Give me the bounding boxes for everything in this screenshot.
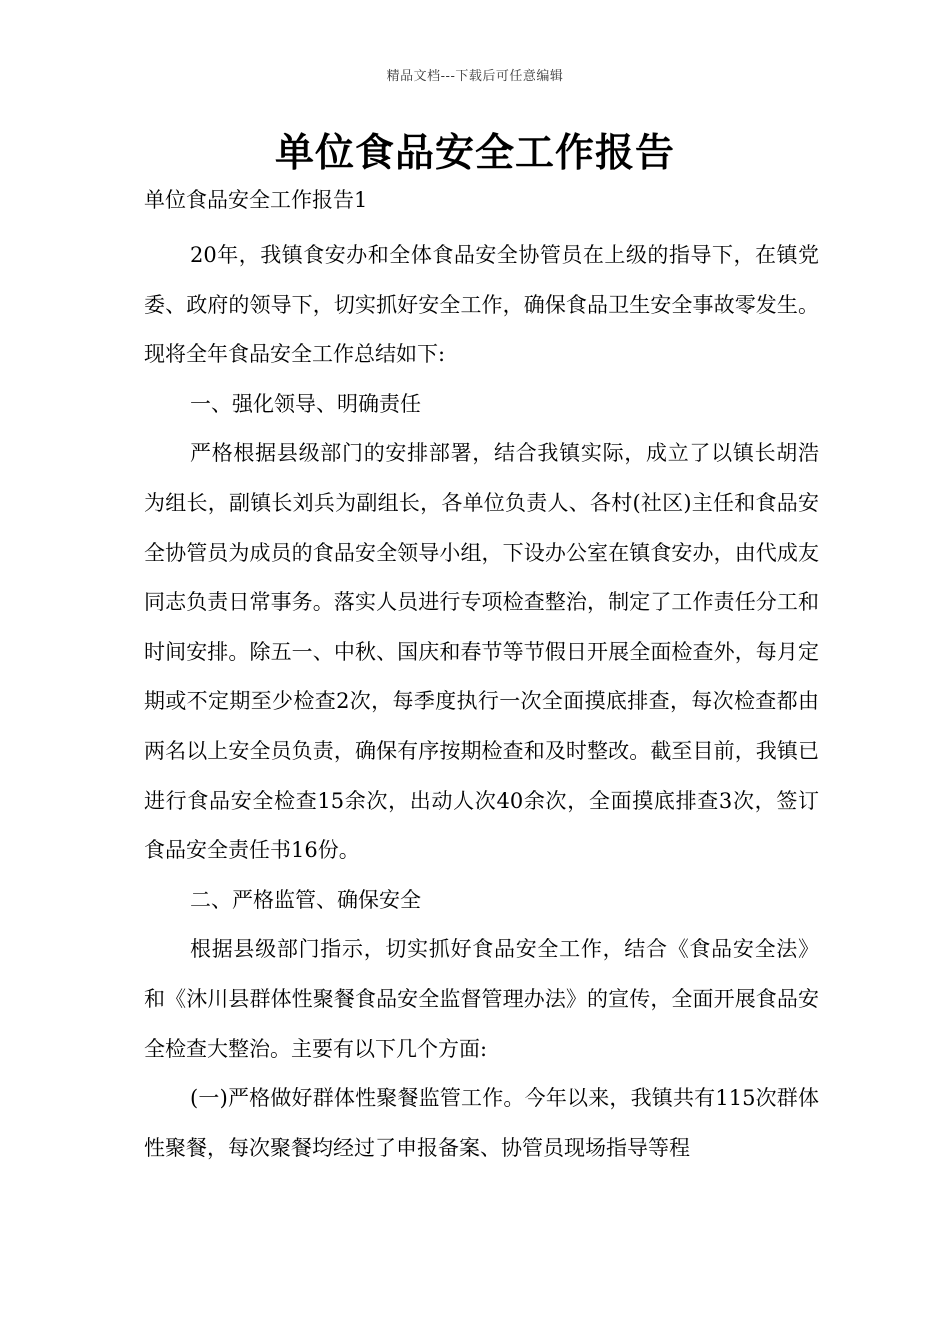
paragraph-intro: 20年，我镇食安办和全体食品安全协管员在上级的指导下，在镇党委、政府的领导下，切实抓好安全工作，确保食品卫生安全事故零发生。现将全年食品安全工作总结如下: bbox=[144, 243, 819, 367]
page-header-note: 精品文档---下载后可任意编辑 bbox=[386, 69, 564, 84]
document-body bbox=[144, 180, 819, 1173]
document-subtitle: 单位食品安全工作报告1 bbox=[144, 188, 368, 212]
paragraph-section-2: 根据县级部门指示，切实抓好食品安全工作，结合《食品安全法》和《沐川县群体性聚餐食品安全监督管理办法》的宣传，全面开展食品安全检查大整治。主要有以下几个方面: bbox=[144, 937, 819, 1061]
paragraph-section-1: 严格根据县级部门的安排部署，结合我镇实际，成立了以镇长胡浩为组长，副镇长刘兵为副组长，各单位负责人、各村(社区)主任和食品安全协管员为成员的食品安全领导小组，下设办公室在镇食安办，由代成友同志负责日常事务。落实人员进行专项检查整治，制定了工作责任分工和时间安排。除五一、中秋、国庆和春节等节假日开展全面检查外，每月定期或不定期至少检查2次，每季度执行一次全面摸底排查，每次检查都由两名以上安全员负责，确保有序按期检查和及时整改。截至目前，我镇已进行食品安全检查15余次，出动人次40余次，全面摸底排查3次，签订食品安全责任书16份。 bbox=[144, 441, 819, 863]
paragraph-subsection-1: (一)严格做好群体性聚餐监管工作。今年以来，我镇共有115次群体性聚餐，每次聚餐均经过了申报备案、协管员现场指导等程 bbox=[144, 1086, 819, 1160]
section-heading-2: 二、严格监管、确保安全 bbox=[190, 887, 421, 912]
section-heading-1: 一、强化领导、明确责任 bbox=[190, 391, 421, 416]
document-title: 单位食品安全工作报告 bbox=[274, 130, 675, 176]
